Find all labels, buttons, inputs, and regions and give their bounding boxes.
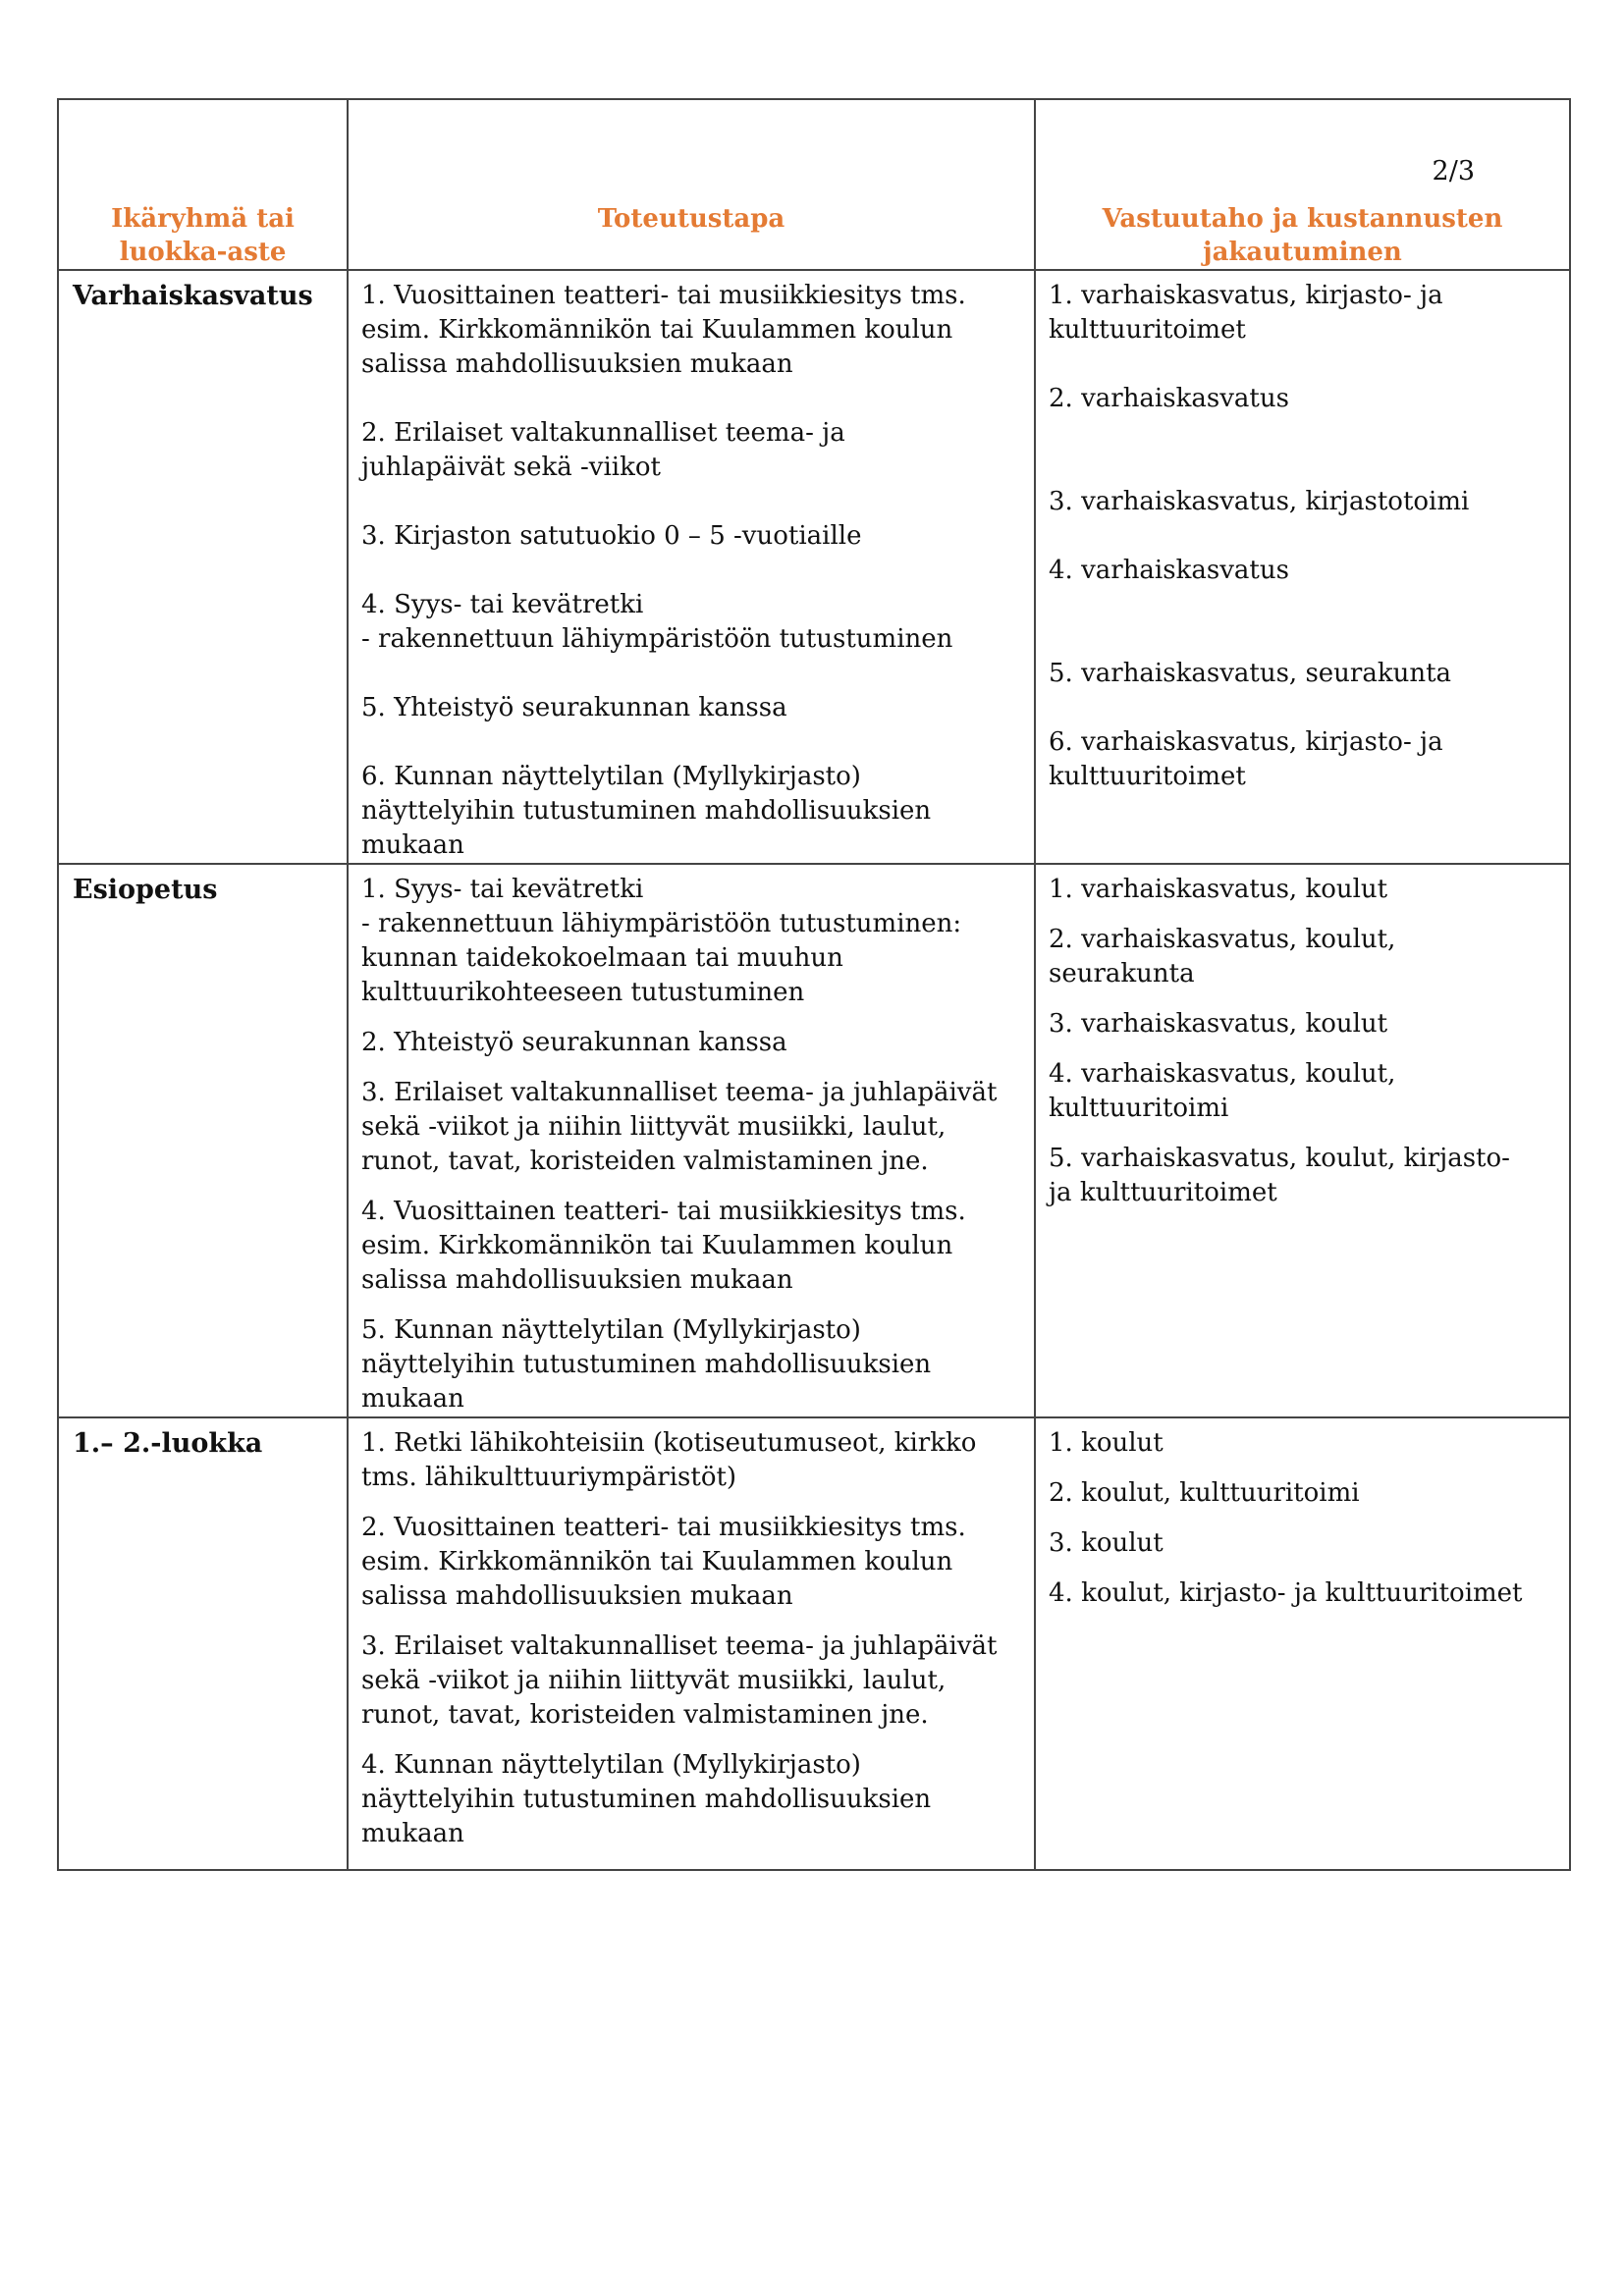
method-item: [361, 1195, 1020, 1298]
responsible-item: [1049, 923, 1555, 991]
text-line: tms. lähikulttuuriympäristöt): [361, 1463, 737, 1492]
text-line: 2. varhaiskasvatus, koulut,: [1049, 925, 1396, 954]
text-line: kulttuuritoimi: [1049, 1094, 1229, 1123]
method-item: [361, 1076, 1020, 1179]
text-line: 4. koulut, kirjasto- ja kulttuuritoimet: [1049, 1578, 1523, 1608]
text-line: 2. varhaiskasvatus: [1049, 384, 1289, 413]
text-line: kunnan taidekokoelmaan tai muuhun: [361, 943, 843, 973]
text-line: 1. Vuosittainen teatteri- tai musiikkiesitys tms.: [361, 281, 966, 310]
table-row: [58, 864, 1570, 1417]
text-line: runot, tavat, koristeiden valmistaminen jne.: [361, 1700, 929, 1730]
responsible-item: [1049, 873, 1555, 907]
responsible-cell: [1035, 1417, 1570, 1870]
text-line: 3. koulut: [1049, 1528, 1164, 1558]
text-line: [1049, 416, 1555, 451]
header-method: [348, 99, 1035, 270]
method-item: [361, 1026, 1020, 1060]
responsible-item: [1049, 657, 1555, 691]
method-cell: [348, 1417, 1035, 1870]
text-line: 3. Erilaiset valtakunnalliset teema- ja juhlapäivät: [361, 1078, 998, 1107]
text-line: 4. varhaiskasvatus, koulut,: [1049, 1059, 1396, 1089]
responsible-item: [1049, 1526, 1555, 1561]
responsible-cell: [1035, 270, 1570, 864]
header-responsible-line: jakautuminen: [1203, 238, 1402, 267]
text-line: 3. Kirjaston satutuokio 0 – 5 -vuotiaille: [361, 521, 862, 551]
text-line: esim. Kirkkomännikön tai Kuulammen koulun: [361, 1231, 953, 1260]
text-line: 3. varhaiskasvatus, kirjastotoimi: [1049, 487, 1470, 516]
text-line: mukaan: [361, 830, 464, 860]
responsible-item: [1049, 554, 1555, 622]
age-group-cell: Esiopetus: [58, 864, 348, 1417]
responsible-item: [1049, 1007, 1555, 1041]
age-group-cell: Varhaiskasvatus: [58, 270, 348, 864]
text-line: esim. Kirkkomännikön tai Kuulammen koulun: [361, 315, 953, 345]
text-line: 5. varhaiskasvatus, koulut, kirjasto-: [1049, 1144, 1510, 1173]
text-line: ja kulttuuritoimet: [1049, 1178, 1277, 1207]
text-line: 3. varhaiskasvatus, koulut: [1049, 1009, 1388, 1039]
culture-plan-table: [57, 98, 1571, 1871]
method-cell: [348, 864, 1035, 1417]
responsible-item: [1049, 1142, 1555, 1210]
text-line: 1. varhaiskasvatus, kirjasto- ja: [1049, 281, 1443, 310]
text-line: 1. Syys- tai kevätretki: [361, 875, 644, 904]
responsible-item: [1049, 1476, 1555, 1511]
age-group-cell: 1.– 2.-luokka: [58, 1417, 348, 1870]
method-item: [361, 416, 1020, 485]
text-line: kulttuurikohteeseen tutustuminen: [361, 978, 805, 1007]
text-line: sekä -viikot ja niihin liittyvät musiikki, laulut,: [361, 1666, 947, 1695]
table-row: [58, 270, 1570, 864]
text-line: näyttelyihin tutustuminen mahdollisuuksien: [361, 796, 932, 826]
header-age-group-line: luokka-aste: [119, 238, 287, 267]
responsible-item: [1049, 485, 1555, 519]
header-method-spacer: [349, 236, 1034, 269]
text-line: salissa mahdollisuuksien mukaan: [361, 349, 793, 379]
text-line: näyttelyihin tutustuminen mahdollisuuksien: [361, 1785, 932, 1814]
text-line: 5. Yhteistyö seurakunnan kanssa: [361, 693, 787, 722]
responsible-item: [1049, 1576, 1555, 1611]
text-line: sekä -viikot ja niihin liittyvät musiikki, laulut,: [361, 1112, 947, 1142]
text-line: 2. Yhteistyö seurakunnan kanssa: [361, 1028, 787, 1057]
header-method-label: Toteutustapa: [597, 204, 785, 234]
header-responsible-line: Vastuutaho ja kustannusten: [1102, 204, 1503, 234]
text-line: 4. Kunnan näyttelytilan (Myllykirjasto): [361, 1750, 861, 1780]
text-line: 1. koulut: [1049, 1428, 1164, 1458]
text-line: salissa mahdollisuuksien mukaan: [361, 1581, 793, 1611]
method-item: [361, 1313, 1020, 1416]
responsible-item: [1049, 279, 1555, 347]
text-line: juhlapäivät sekä -viikot: [361, 453, 661, 482]
responsible-item: [1049, 725, 1555, 794]
text-line: mukaan: [361, 1384, 464, 1414]
table-row: [58, 1417, 1570, 1870]
responsible-item: [1049, 382, 1555, 451]
text-line: [1049, 588, 1555, 622]
table-body: [58, 270, 1570, 1870]
text-line: mukaan: [361, 1819, 464, 1848]
method-item: [361, 519, 1020, 554]
text-line: kulttuuritoimet: [1049, 762, 1246, 791]
method-item: [361, 1426, 1020, 1495]
responsible-cell: [1035, 864, 1570, 1417]
text-line: 1. varhaiskasvatus, koulut: [1049, 875, 1388, 904]
text-line: 4. Vuosittainen teatteri- tai musiikkiesitys tms.: [361, 1197, 966, 1226]
page-number: 2/3: [1432, 156, 1475, 187]
text-line: seurakunta: [1049, 959, 1195, 988]
text-line: - rakennettuun lähiympäristöön tutustuminen:: [361, 909, 962, 938]
method-cell: [348, 270, 1035, 864]
method-item: [361, 1629, 1020, 1733]
text-line: 5. varhaiskasvatus, seurakunta: [1049, 659, 1452, 688]
text-line: 2. Erilaiset valtakunnalliset teema- ja: [361, 418, 845, 448]
method-item: [361, 691, 1020, 725]
method-item: [361, 1748, 1020, 1851]
responsible-item: [1049, 1057, 1555, 1126]
text-line: 3. Erilaiset valtakunnalliset teema- ja juhlapäivät: [361, 1631, 998, 1661]
method-item: [361, 1511, 1020, 1614]
method-item: [361, 279, 1020, 382]
text-line: 2. koulut, kulttuuritoimi: [1049, 1478, 1360, 1508]
method-item: [361, 760, 1020, 863]
text-line: - rakennettuun lähiympäristöön tutustuminen: [361, 624, 953, 654]
text-line: salissa mahdollisuuksien mukaan: [361, 1265, 793, 1295]
responsible-item: [1049, 1426, 1555, 1461]
method-item: [361, 873, 1020, 1010]
text-line: 6. Kunnan näyttelytilan (Myllykirjasto): [361, 762, 861, 791]
text-line: näyttelyihin tutustuminen mahdollisuuksien: [361, 1350, 932, 1379]
header-age-group-line: Ikäryhmä tai: [111, 204, 295, 234]
method-item: [361, 588, 1020, 657]
text-line: runot, tavat, koristeiden valmistaminen jne.: [361, 1147, 929, 1176]
text-line: 1. Retki lähikohteisiin (kotiseutumuseot, kirkko: [361, 1428, 977, 1458]
table-header-row: [58, 99, 1570, 270]
text-line: 5. Kunnan näyttelytilan (Myllykirjasto): [361, 1315, 861, 1345]
text-line: 6. varhaiskasvatus, kirjasto- ja: [1049, 727, 1443, 757]
text-line: esim. Kirkkomännikön tai Kuulammen koulun: [361, 1547, 953, 1576]
header-responsible: [1035, 99, 1570, 270]
text-line: 2. Vuosittainen teatteri- tai musiikkiesitys tms.: [361, 1513, 966, 1542]
text-line: 4. Syys- tai kevätretki: [361, 590, 644, 619]
text-line: 4. varhaiskasvatus: [1049, 556, 1289, 585]
text-line: kulttuuritoimet: [1049, 315, 1246, 345]
header-age-group: [58, 99, 348, 270]
